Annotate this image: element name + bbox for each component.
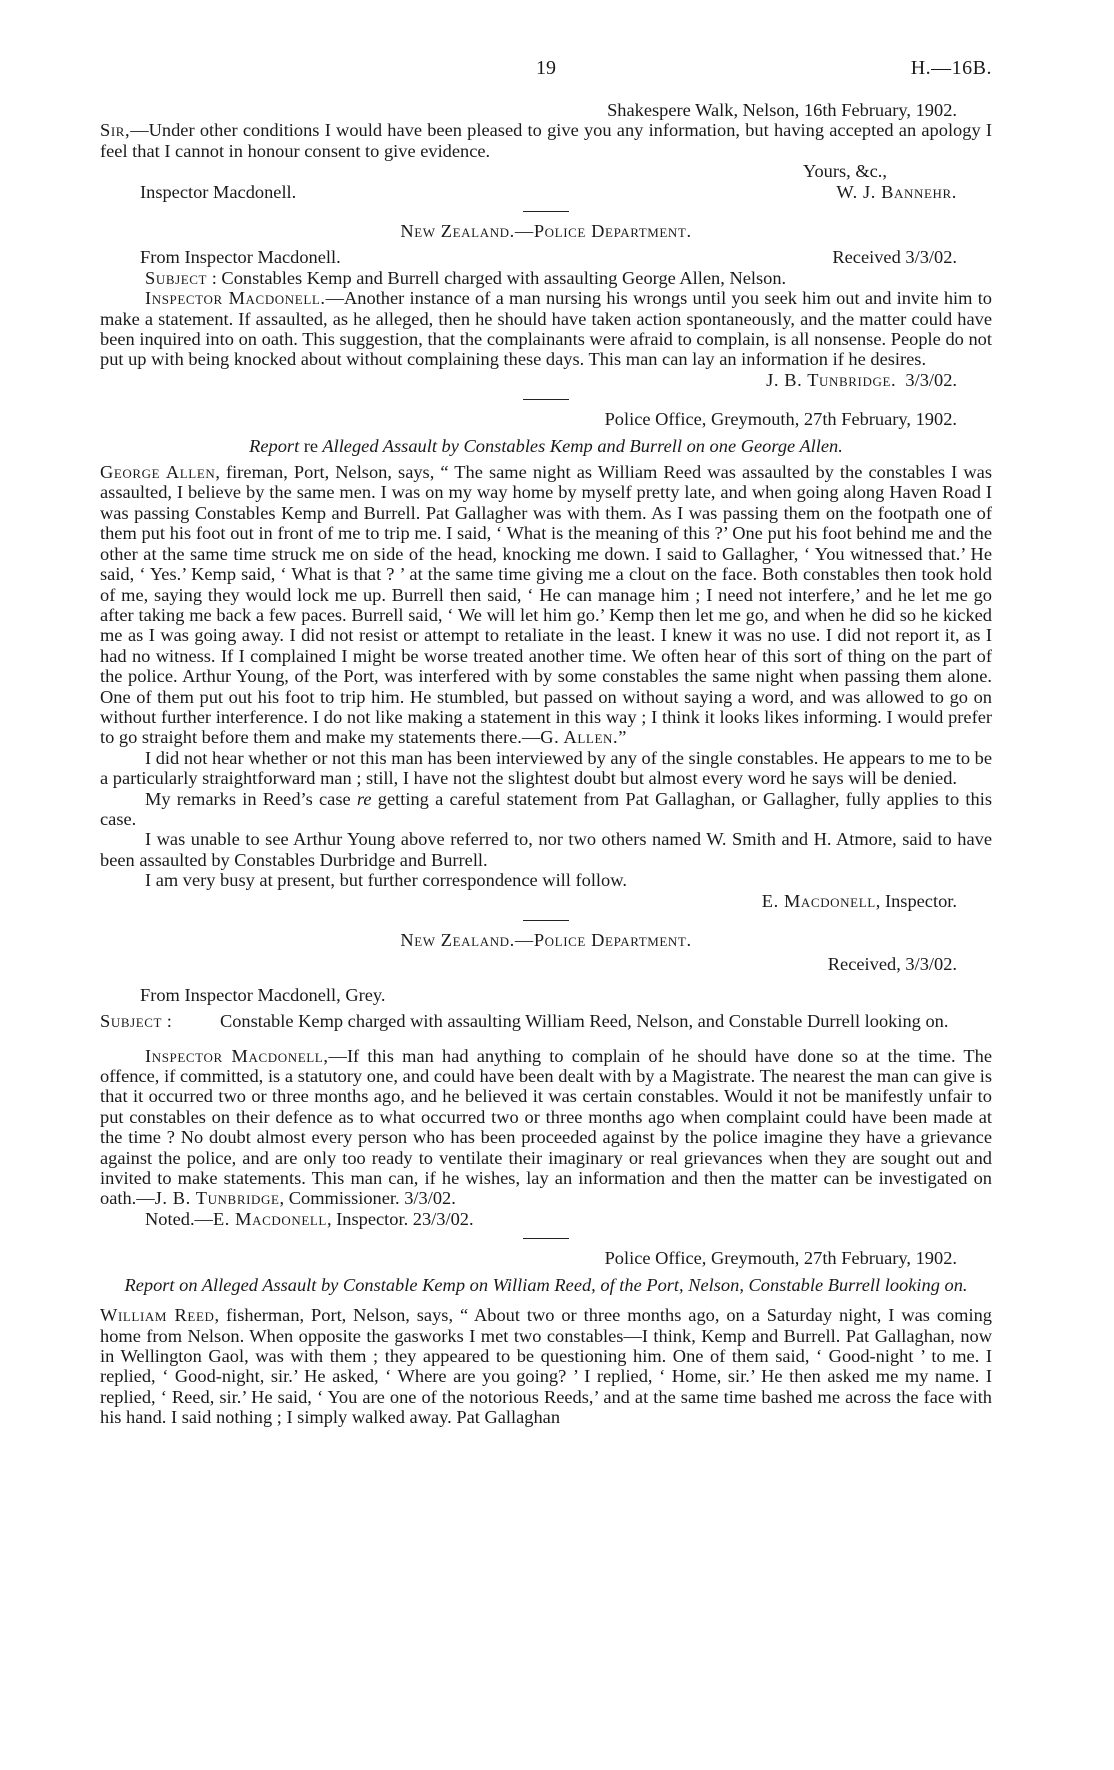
letter-closing: Yours, &c., xyxy=(803,161,887,182)
report-allen xyxy=(100,409,992,911)
subject-label: Subject xyxy=(100,1011,163,1032)
minute-signature-title: , Commissioner. 3/3/02. xyxy=(279,1188,456,1209)
memo-heading: New Zealand.—Police Department. xyxy=(400,221,692,242)
minute-label: Inspector Macdonell. xyxy=(145,288,326,309)
section-divider xyxy=(523,920,569,921)
statement-close: ” xyxy=(618,727,627,748)
minute-label: Inspector Macdonell, xyxy=(145,1045,329,1066)
minute-signature: J. B. Tunbridge xyxy=(154,1188,280,1209)
report-signature-line xyxy=(100,891,992,911)
report-para: I did not hear whether or not this man has been interviewed by any of the single constables. He appears to me to be a particularly straightforward man ; still, I have not the slightest doubt but almost every word he says will be denied. xyxy=(100,747,992,789)
noted-prefix: Noted.— xyxy=(145,1208,213,1229)
report-para xyxy=(100,789,992,830)
subject-label-wrap: Subject : xyxy=(100,1011,177,1032)
report-title-b: Alleged Assault by Constables Kemp and Burrell on one George Allen. xyxy=(322,435,843,456)
memo-signature-date: 3/3/02. xyxy=(905,369,957,390)
para-text: My remarks in Reed’s case xyxy=(145,788,351,809)
subject-text: Constables Kemp and Burrell charged with assaulting George Allen, Nelson. xyxy=(221,267,787,288)
memo-signature-line xyxy=(100,370,992,390)
minute-text: —If this man had anything to complain of he should have done so at the time. The offence, if committed, is a statutory one, and could have been dealt with by a Magistrate. The nearest the man can give is that it occurred two or three months ago, and he believed it was certain constables. Would it not be manifestly unfair to put constables on their defence as to what occurred two or three months ago when complaint could have been made at the time ? No doubt almost every person who has been proceeded against by the police imagine they have a grievance against the police, and are only too ready to ventilate their imaginary or real grievances when they are sought out and invited to make statements. This man can, if he wishes, lay an information and then the matter can be investigated on oath.— xyxy=(100,1045,992,1209)
memo-heading: New Zealand.—Police Department. xyxy=(400,930,692,950)
memo-from: From Inspector Macdonell, Grey. xyxy=(140,984,386,1005)
page-number: 19 xyxy=(536,57,556,79)
letter-body-text: —Under other conditions I would have been pleased to give you any information, but having accepted an apology I feel that I cannot in honour consent to give evidence. xyxy=(100,120,992,161)
memo-minute xyxy=(100,1046,992,1209)
letter-body xyxy=(100,120,992,161)
para-re: re xyxy=(356,788,372,809)
report-title: Report on Alleged Assault by Constable Kemp on William Reed, of the Port, Nelson, Constable Burrell looking on. xyxy=(124,1274,968,1295)
reed-statement xyxy=(100,1305,992,1427)
report-title xyxy=(100,436,992,456)
memo-received: Received 3/3/02. xyxy=(832,247,957,268)
letter-footer xyxy=(100,182,992,202)
page-header xyxy=(100,0,992,100)
memo-signature: J. B. Tunbridge. xyxy=(766,369,897,390)
report-title-a: Report xyxy=(249,435,300,456)
statement-signature: G. Allen. xyxy=(540,727,619,748)
memo-subject xyxy=(100,1011,992,1031)
memo-from: From Inspector Macdonell. xyxy=(140,247,341,268)
speaker-name: William Reed xyxy=(100,1305,215,1326)
statement-text: , fisherman, Port, Nelson, says, “ About two or three months ago, on a Saturday night, I was coming home from Nelson. When opposite the gasworks I met two constables—I think, Kemp and Burrell. Pat Gallaghan, now in Wellington Gaol, was with them ; they appeared to be questioning him. One of them said, ‘ Good-night ’ to me. I replied, ‘ Good-night, sir.’ He asked, ‘ Where are you going? ’ I replied, ‘ Home, sir.’ He then asked me my name. I replied, ‘ Reed, sir.’ He said, ‘ You are one of the notorious Reeds,’ and at the same time bashed me across the face with his hand. I said nothing ; I simply walked away. Pat Gallaghan xyxy=(100,1305,992,1428)
section-divider xyxy=(523,211,569,212)
memo-subject: Subject : Constables Kemp and Burrell charged with assaulting George Allen, Nelson. xyxy=(145,267,787,288)
minute-text: —Another instance of a man nursing his wrongs until you seek him out and invite him to make a statement. If assaulted, as he alleged, then he should have taken action spontaneously, and the matter could have been inquired into on oath. This suggestion, that the complainants were afraid to complain, is all nonsense. People do not put up with being knocked about without complaining these days. This man can lay an information if he desires. xyxy=(100,288,992,370)
allen-statement xyxy=(100,462,992,748)
report-para: I was unable to see Arthur Young above referred to, nor two others named W. Smith and H. Atmore, said to have been assaulted by Constables Durbridge and Burrell. xyxy=(100,829,992,870)
noted-line xyxy=(100,1209,992,1229)
subject-label: Subject xyxy=(145,267,208,288)
memo-minute xyxy=(100,288,992,370)
report-signature-rank: , Inspector. xyxy=(875,890,957,911)
document-id: H.—16B. xyxy=(910,57,992,79)
section-divider xyxy=(523,399,569,400)
report-reed xyxy=(100,1248,992,1427)
memo-allen xyxy=(100,221,992,390)
letter-address: Shakespere Walk, Nelson, 16th February, 1902. xyxy=(607,100,957,120)
letter-addressee: Inspector Macdonell. xyxy=(140,181,297,202)
statement-text: , fireman, Port, Nelson, says, “ The same night as William Reed was assaulted by the constables I was assaulted, I believe by the same men. I was on my way home by myself pretty late, and when going along Haven Road I was passing Constables Kemp and Burrell. Pat Gallagher was with them. As I was passing them on the footpath one of them put his foot out in front of me to trip me. I said, ‘ What is the meaning of this ?’ One put his foot behind me and the other at the same time struck me on side of the head, knocking me down. I said to Gallagher, ‘ You witnessed that.’ He said, ‘ Yes.’ Kemp said, ‘ What is that ? ’ at the same time giving me a clout on the face. Both constables then took hold of me, saying they would lock me up. Burrell then said, ‘ He can manage him ; I need not interfere,’ and he let me go after taking me back a few paces. Burrell said, ‘ We will let him go.’ Kemp then let me go, and when he did so he kicked me as I was going away. I did not resist or attempt to retaliate in the least. I knew it was no use. I did not report it, as I had no witness. If I complained I might be worse treated another time. We often hear of this sort of thing on the part of the police. Arthur Young, of the Port, was interfered with by some constables the same night when passing them alone. One of them put out his foot to trip him. He stumbled, but passed on without saying a word, and was allowed to go on without further interference. I do not like making a statement in this way ; I think it looks likes informing. I would prefer to go straight before them and make my statements there.— xyxy=(100,462,992,748)
report-signature: E. Macdonell xyxy=(761,890,876,911)
memo-received: Received, 3/3/02. xyxy=(827,954,957,975)
report-para: I am very busy at present, but further correspondence will follow. xyxy=(145,870,627,891)
memo-from-row xyxy=(100,247,992,267)
para-text: getting a careful statement from Pat Gallaghan, or Gallagher, fully applies to this case. xyxy=(100,788,993,829)
speaker-name: George Allen xyxy=(100,462,216,483)
memo-reed xyxy=(100,930,992,1229)
letter-bannehr xyxy=(100,100,992,202)
noted-signature: E. Macdonell xyxy=(212,1208,327,1229)
section-divider xyxy=(523,1238,569,1239)
report-address: Police Office, Greymouth, 27th February, 1902. xyxy=(604,409,957,430)
report-address: Police Office, Greymouth, 27th February, 1902. xyxy=(604,1248,957,1269)
noted-suffix: , Inspector. 23/3/02. xyxy=(326,1208,474,1229)
report-title-re: re xyxy=(303,435,319,456)
salutation: Sir, xyxy=(100,120,131,141)
subject-text: Constable Kemp charged with assaulting William Reed, Nelson, and Constable Durrell looking on. xyxy=(219,1011,949,1032)
letter-signature: W. J. Bannehr. xyxy=(836,181,957,202)
